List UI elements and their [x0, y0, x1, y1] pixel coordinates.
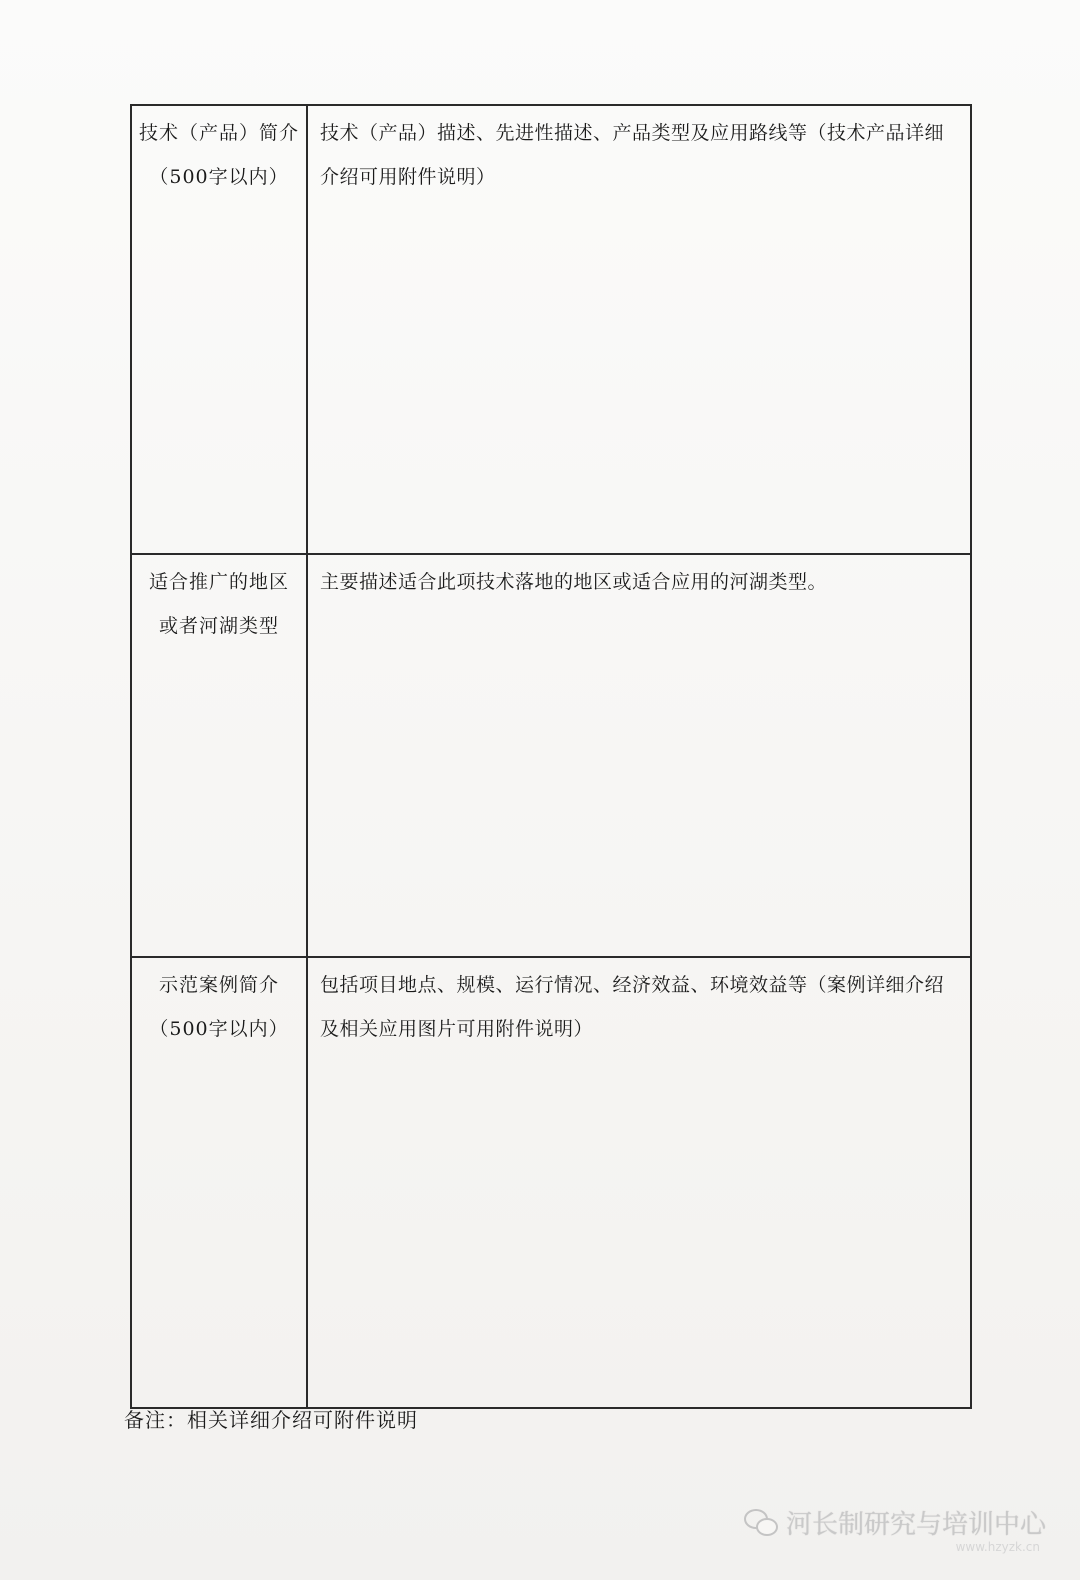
wechat-icon: [744, 1509, 778, 1537]
table-row: [131, 957, 971, 1408]
application-form-table: [130, 104, 972, 1409]
watermark: [744, 1504, 1046, 1541]
table-row: [131, 105, 971, 554]
footnote: 备注：相关详细介绍可附件说明: [124, 1408, 418, 1432]
row-content-cell: 主要描述适合此项技术落地的地区或适合应用的河湖类型。: [307, 554, 971, 957]
row-label-note: （500字以内）: [149, 166, 289, 188]
row-label: 适合推广的地区: [148, 571, 289, 593]
row-label-cell: [131, 105, 307, 554]
row-label: 技术（产品）简介: [138, 122, 299, 144]
row-content-cell: 技术（产品）描述、先进性描述、产品类型及应用路线等（技术产品详细介绍可用附件说明）: [307, 105, 971, 554]
watermark-text: 河长制研究与培训中心: [785, 1510, 1046, 1540]
row-label-note: （500字以内）: [149, 1018, 289, 1040]
row-label-cell: [131, 957, 307, 1408]
watermark-url: www.hzyzk.cn: [955, 1540, 1040, 1554]
row-label-note: 或者河湖类型: [158, 615, 279, 637]
row-label: 示范案例简介: [158, 974, 279, 996]
row-label-cell: [131, 554, 307, 957]
table-row: [131, 554, 971, 957]
row-content-cell: 包括项目地点、规模、运行情况、经济效益、环境效益等（案例详细介绍及相关应用图片可用附件说明）: [307, 957, 971, 1408]
